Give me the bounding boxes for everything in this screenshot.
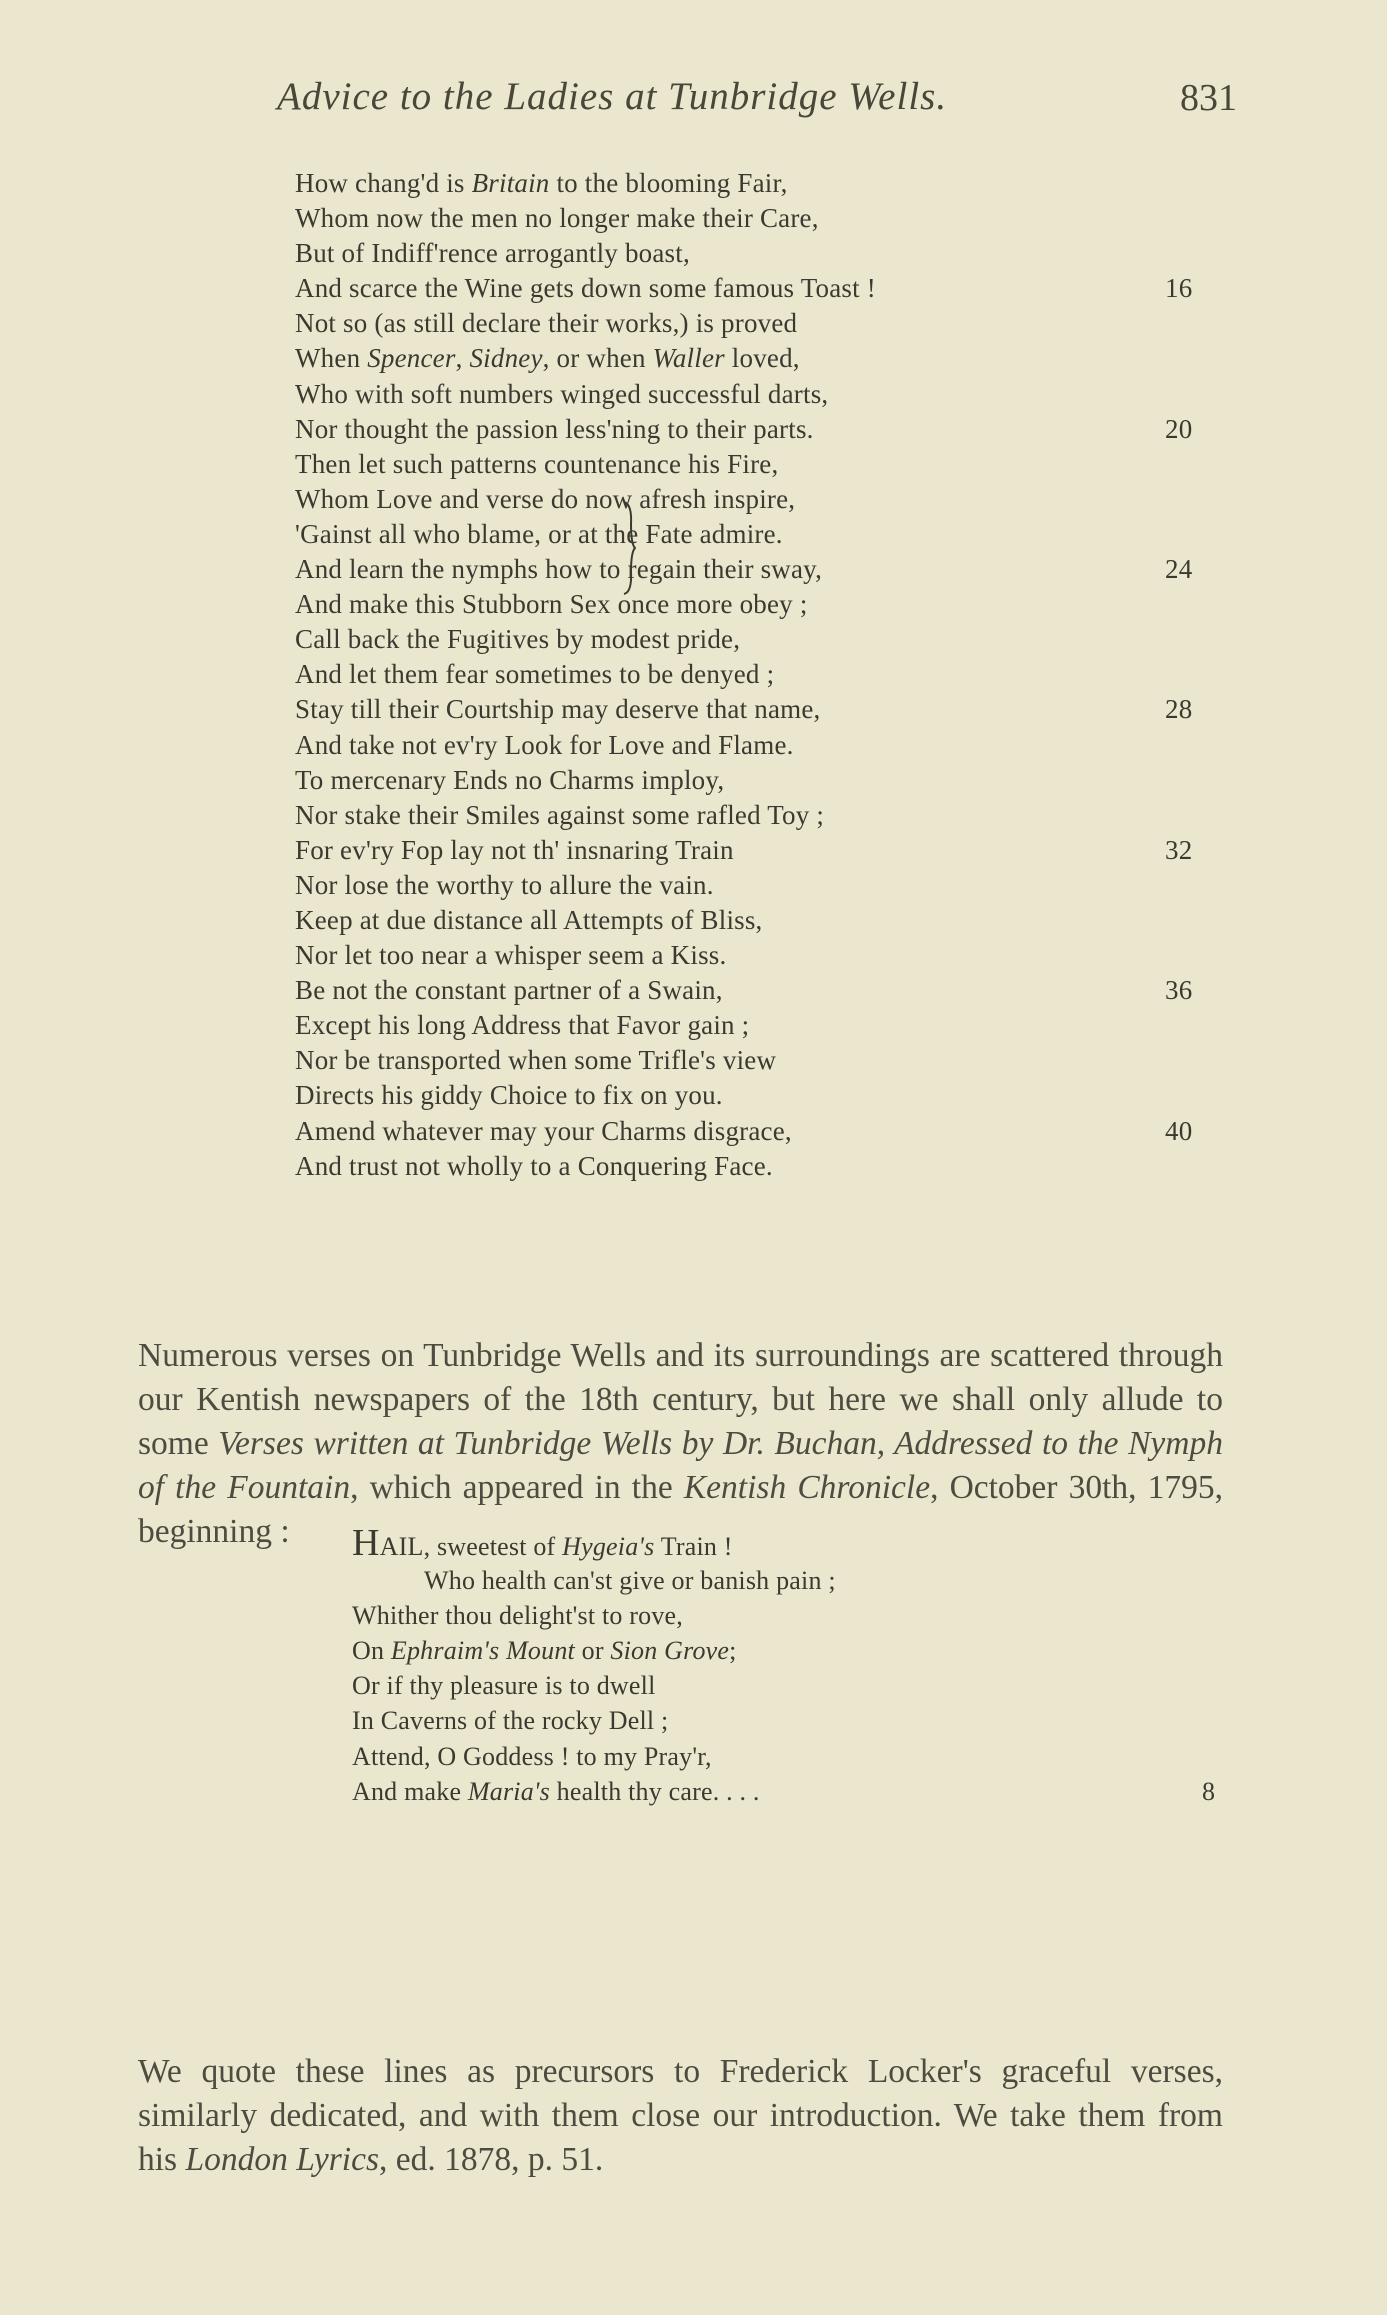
text-segment: And learn the nymphs how to regain their sway, [295,554,823,585]
poem-line [295,517,1245,552]
text-segment: Nor be transported when some Trifle's view [295,1045,777,1076]
text-segment: Nor thought the passion less'ning to their parts. [295,413,814,444]
text-segment: Or if thy pleasure is to dwell [352,1671,656,1701]
poem-line-text [295,343,800,373]
poem-line-text [295,905,763,935]
line-number: 28 [1165,694,1193,725]
text-segment: Whither thou delight'st to rove, [352,1601,683,1631]
poem-line [295,236,1245,271]
poem-line [295,412,1245,447]
text-segment: Nor lose the worthy to allure the vain. [295,869,714,900]
text-segment: , ed. 1878, p. 51. [379,2141,604,2178]
poem-line [295,1008,1245,1043]
poem-line-text [295,800,824,830]
poem-line [295,1114,1245,1149]
italic-text: Sidney [469,343,543,374]
running-title: Advice to the Ladies at Tunbridge Wells. [277,75,948,118]
poem-line [295,833,1245,868]
italic-text: Hygeia's [562,1532,655,1561]
poem-line-text [352,1636,737,1665]
poem-line [295,552,1245,587]
line-number: 36 [1165,975,1193,1006]
text-segment: Directs his giddy Choice to fix on you. [295,1080,723,1111]
text-segment: When [295,343,368,374]
text-segment: AIL, sweetest of [379,1532,563,1561]
poem-line-text [295,975,723,1005]
italic-text: Kentish Chronicle [683,1469,931,1506]
poem-line [295,482,1245,517]
line-number: 24 [1165,554,1193,585]
text-segment: Not so (as still declare their works,) is proved [295,308,798,339]
line-number: 8 [1202,1776,1216,1806]
text-segment: How chang'd is [295,168,472,198]
text-segment: In Caverns of the rocky Dell ; [352,1706,669,1736]
italic-text: Waller [652,343,725,374]
poem-line-text [295,379,828,409]
poem-line [295,201,1245,236]
text-segment: Keep at due distance all Attempts of Bliss, [295,904,763,935]
poem-line [295,692,1245,727]
poem-line [295,1149,1245,1184]
poem-line [295,271,1245,306]
poem-line-text [352,1777,760,1806]
line-number: 32 [1165,834,1193,865]
poem-line [295,798,1245,833]
poem-line-text [295,273,876,303]
text-segment: And let them fear sometimes to be denyed ; [295,659,775,690]
poem-line [295,622,1245,657]
poem-line-text [295,940,726,970]
text-segment: Except his long Address that Favor gain ; [295,1010,750,1041]
poem-line [352,1563,1252,1598]
italic-text: Spencer [367,343,456,374]
poem-line [295,587,1245,622]
italic-text: Britain [471,168,550,198]
text-segment: Numerous verses on Tunbridge Wells and its surroundings are scattered through our Kentish newspapers of the 18th century, but here we shall only allude to some [138,1337,1223,1462]
poem-line-text [295,238,690,268]
text-segment: , which appeared in the [350,1469,684,1506]
text-segment: Stay till their Courtship may deserve that name, [295,694,821,725]
text-segment: 'Gainst all who blame, or at the Fate admire. [295,518,783,549]
poem-line [295,166,1245,201]
poem-line [352,1633,1252,1668]
text-segment: Who health can'st give or banish pain ; [424,1566,836,1596]
text-segment: To mercenary Ends no Charms imploy, [295,764,725,795]
poem-line-text [295,1151,773,1181]
poem-line-text [295,1080,723,1110]
poem-line-text [352,1601,683,1630]
poem-line-text [295,449,778,479]
text-segment: On [352,1636,391,1666]
text-segment: Nor let too near a whisper seem a Kiss. [295,940,727,971]
poem-line-text [352,1566,836,1595]
text-segment: Whom now the men no longer make their Care, [295,203,819,234]
poem-line-text [295,168,788,198]
poem-line [295,377,1245,412]
poem-line [295,447,1245,482]
line-number: 16 [1165,273,1193,304]
text-segment: For ev'ry Fop lay not th' insnaring Train [295,834,734,865]
text-segment: , [455,343,470,374]
italic-text: Sion Grove [610,1636,730,1666]
poem-line [352,1703,1252,1738]
poem-line-text [352,1671,656,1700]
poem-line [295,341,1245,376]
line-number: 20 [1165,413,1193,444]
drop-cap: H [352,1522,380,1564]
text-segment: , October 30th, 1795, beginning : [138,1469,1224,1550]
poem-line-text [295,484,795,514]
poem-line-text [295,308,797,338]
poem-line-text [295,589,808,619]
page-number: 831 [1180,77,1237,119]
text-segment: Train ! [654,1532,733,1561]
poem-line [295,973,1245,1008]
text-segment: Nor stake their Smiles against some rafled Toy ; [295,799,825,830]
poem-line-text [295,519,783,549]
poem-line-text [295,694,821,724]
poem-line-text [295,835,734,865]
poem-line-text [295,624,740,654]
text-segment: Amend whatever may your Charms disgrace, [295,1115,792,1146]
text-segment: And take not ev'ry Look for Love and Flame. [295,729,794,760]
text-segment: Who with soft numbers winged successful darts, [295,378,829,409]
poem-line-text [295,730,794,760]
poem-line [352,1739,1252,1774]
text-segment: Call back the Fugitives by modest pride, [295,624,741,655]
text-segment: Attend, O Goddess ! to my Pray'r, [352,1741,712,1771]
poem-line-text [295,765,724,795]
text-segment: And make [352,1776,468,1806]
text-segment: And trust not wholly to a Conquering Face. [295,1150,773,1181]
text-segment: ; [729,1636,737,1666]
text-segment: We quote these lines as precursors to Frederick Locker's graceful verses, similarly dedicated, and with them close our introduction. We take them from his [138,2053,1223,2178]
italic-text: Ephraim's Mount [390,1636,575,1666]
poem-line [295,1043,1245,1078]
poem-line [352,1522,1252,1564]
text-segment: Then let such patterns countenance his Fire, [295,448,779,479]
poem-line [352,1598,1252,1633]
poem-line [295,763,1245,798]
poem-line-text [295,1045,776,1075]
poem-advice-to-ladies [295,166,1245,1184]
poem-line [295,728,1245,763]
poem-line-text [295,870,714,900]
poem-line [295,868,1245,903]
prose-paragraph-locker [138,2050,1223,2182]
text-segment: Whom Love and verse do now afresh inspire, [295,483,796,514]
text-segment: health thy care. . . . [549,1776,760,1806]
poem-line [352,1774,1252,1809]
text-segment: And make this Stubborn Sex once more obey ; [295,589,808,620]
text-segment: Be not the constant partner of a Swain, [295,975,723,1006]
poem-line-text [295,554,822,584]
italic-text: Maria's [467,1776,550,1806]
poem-line-text [352,1742,712,1771]
poem-line [295,938,1245,973]
text-segment: to the blooming Fair, [549,168,788,198]
text-segment: loved, [724,343,800,374]
poem-line-text [352,1706,668,1735]
poem-line [295,306,1245,341]
poem-line-text [295,659,774,689]
poem-line [295,657,1245,692]
poem-line-text [295,1116,792,1146]
italic-text: Verses written at Tunbridge Wells by Dr. Buchan, Addressed to the Nymph of the Fountain [138,1425,1223,1506]
line-number: 40 [1165,1115,1193,1146]
poem-hail-sweetest [352,1522,1252,1809]
poem-line [295,1078,1245,1113]
page-header [277,74,1237,134]
poem-line-text [352,1522,733,1564]
brace-triplet-mark [622,500,636,596]
poem-line-text [295,414,814,444]
text-segment: or [574,1636,611,1666]
text-segment: But of Indiff'rence arrogantly boast, [295,238,690,269]
poem-line-text [295,203,819,233]
text-segment: , or when [542,343,653,374]
poem-line-text [295,1010,749,1040]
poem-line [352,1668,1252,1703]
text-segment: And scarce the Wine gets down some famous Toast ! [295,273,876,304]
poem-line [295,903,1245,938]
italic-text: London Lyrics [185,2141,379,2178]
